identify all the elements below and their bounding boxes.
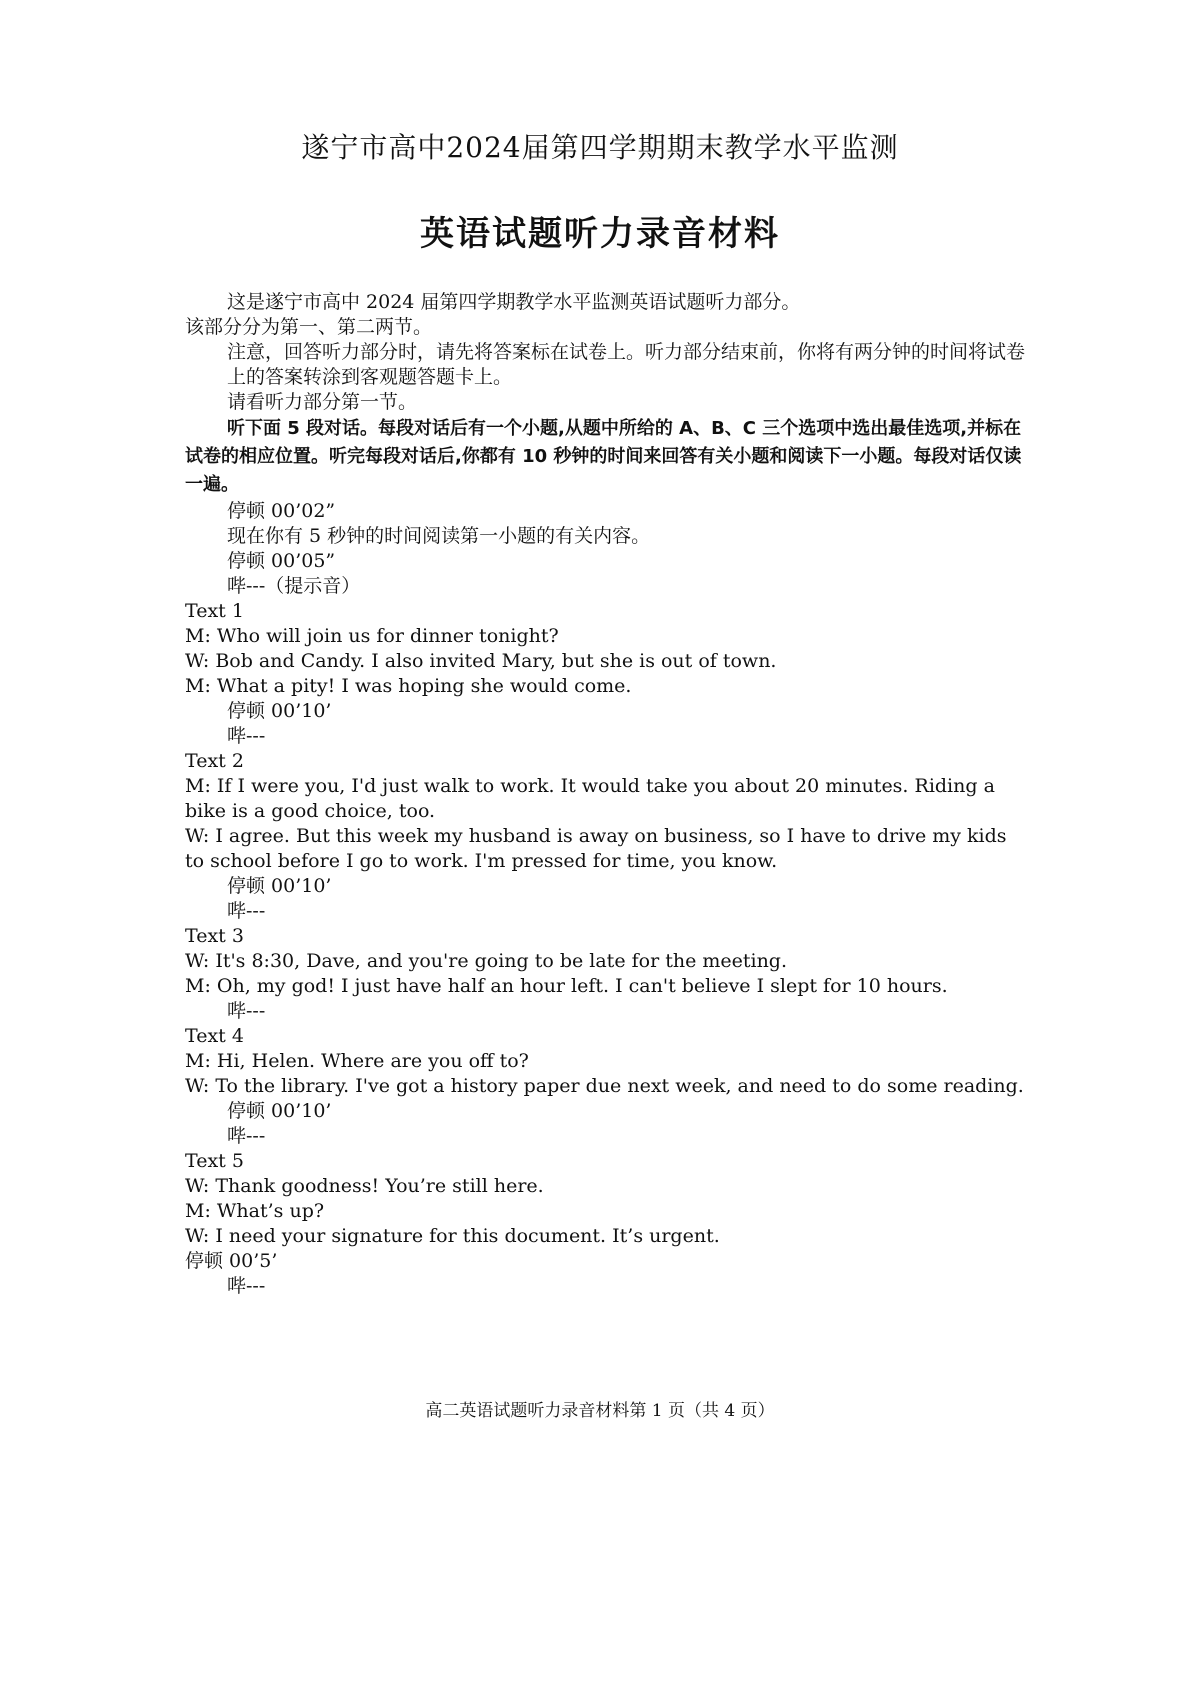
beep-line: 哔--- <box>227 1275 266 1297</box>
page-footer: 高二英语试题听力录音材料第 1 页（共 4 页） <box>425 1401 775 1421</box>
pause-line: 停顿 00’02” <box>227 500 336 522</box>
dialogue-line: M: What’s up? <box>185 1200 325 1222</box>
pause-line: 停顿 00’10’ <box>227 875 332 897</box>
dialogue-line: M: What a pity! I was hoping she would come. <box>185 675 632 697</box>
dialogue-line: W: I need your signature for this document. It’s urgent. <box>185 1225 720 1247</box>
beep-line: 哔--- <box>227 1125 266 1147</box>
text-label: Text 3 <box>185 925 244 947</box>
dialogue-line: W: Thank goodness! You’re still here. <box>185 1175 544 1197</box>
beep-line: 哔--- <box>227 900 266 922</box>
dialogue-line: W: I agree. But this week my husband is away on business, so I have to drive my kids to school before I go to work. I'm pressed for time, you know. <box>185 825 1007 872</box>
intro-paragraph-4: 请看听力部分第一节。 <box>227 391 418 413</box>
beep-line: 哔--- <box>227 1000 266 1022</box>
exam-title: 遂宁市高中2024届第四学期期末教学水平监测 <box>301 131 899 164</box>
text-label: Text 1 <box>185 600 244 622</box>
pause-line: 停顿 00’10’ <box>227 1100 332 1122</box>
pause-line: 停顿 00’05” <box>227 550 336 572</box>
beep-hint: 哔---（提示音） <box>227 575 361 597</box>
transcript-body <box>185 290 1025 1299</box>
instructions-text: 听下面 5 段对话。每段对话后有一个小题,从题中所给的 A、B、C 三个选项中选出最佳选项,并标在试卷的相应位置。听完每段对话后,你都有 10 秒钟的时间来回答有关小题和阅读下一小题。每段对话仅读一遍。 <box>185 418 1022 495</box>
dialogue-line: W: It's 8:30, Dave, and you're going to be late for the meeting. <box>185 950 788 972</box>
text-label: Text 2 <box>185 750 244 772</box>
intro-paragraph-3: 注意，回答听力部分时，请先将答案标在试卷上。听力部分结束前，你将有两分钟的时间将试卷上的答案转涂到客观题答题卡上。 <box>227 341 1026 388</box>
dialogue-line: W: To the library. I've got a history paper due next week, and need to do some reading. <box>185 1075 1024 1097</box>
pause-line: 停顿 00’10’ <box>227 700 332 722</box>
section-instructions <box>185 415 1025 499</box>
dialogue-line: M: Oh, my god! I just have half an hour left. I can't believe I slept for 10 hours. <box>185 975 948 997</box>
dialogue-line: M: If I were you, I'd just walk to work. It would take you about 20 minutes. Riding a bike is a good choice, too. <box>185 775 995 822</box>
intro-paragraph-2: 该部分分为第一、第二两节。 <box>185 316 433 338</box>
pause-line: 停顿 00’5’ <box>185 1250 278 1272</box>
intro-paragraph-1: 这是遂宁市高中 2024 届第四学期教学水平监测英语试题听力部分。 <box>227 291 801 313</box>
read-prompt: 现在你有 5 秒钟的时间阅读第一小题的有关内容。 <box>227 525 651 547</box>
document-subtitle: 英语试题听力录音材料 <box>420 214 780 254</box>
dialogue-line: M: Hi, Helen. Where are you off to? <box>185 1050 529 1072</box>
text-label: Text 4 <box>185 1025 244 1047</box>
text-label: Text 5 <box>185 1150 244 1172</box>
dialogue-line: W: Bob and Candy. I also invited Mary, but she is out of town. <box>185 650 777 672</box>
beep-line: 哔--- <box>227 725 266 747</box>
dialogue-line: M: Who will join us for dinner tonight? <box>185 625 559 647</box>
